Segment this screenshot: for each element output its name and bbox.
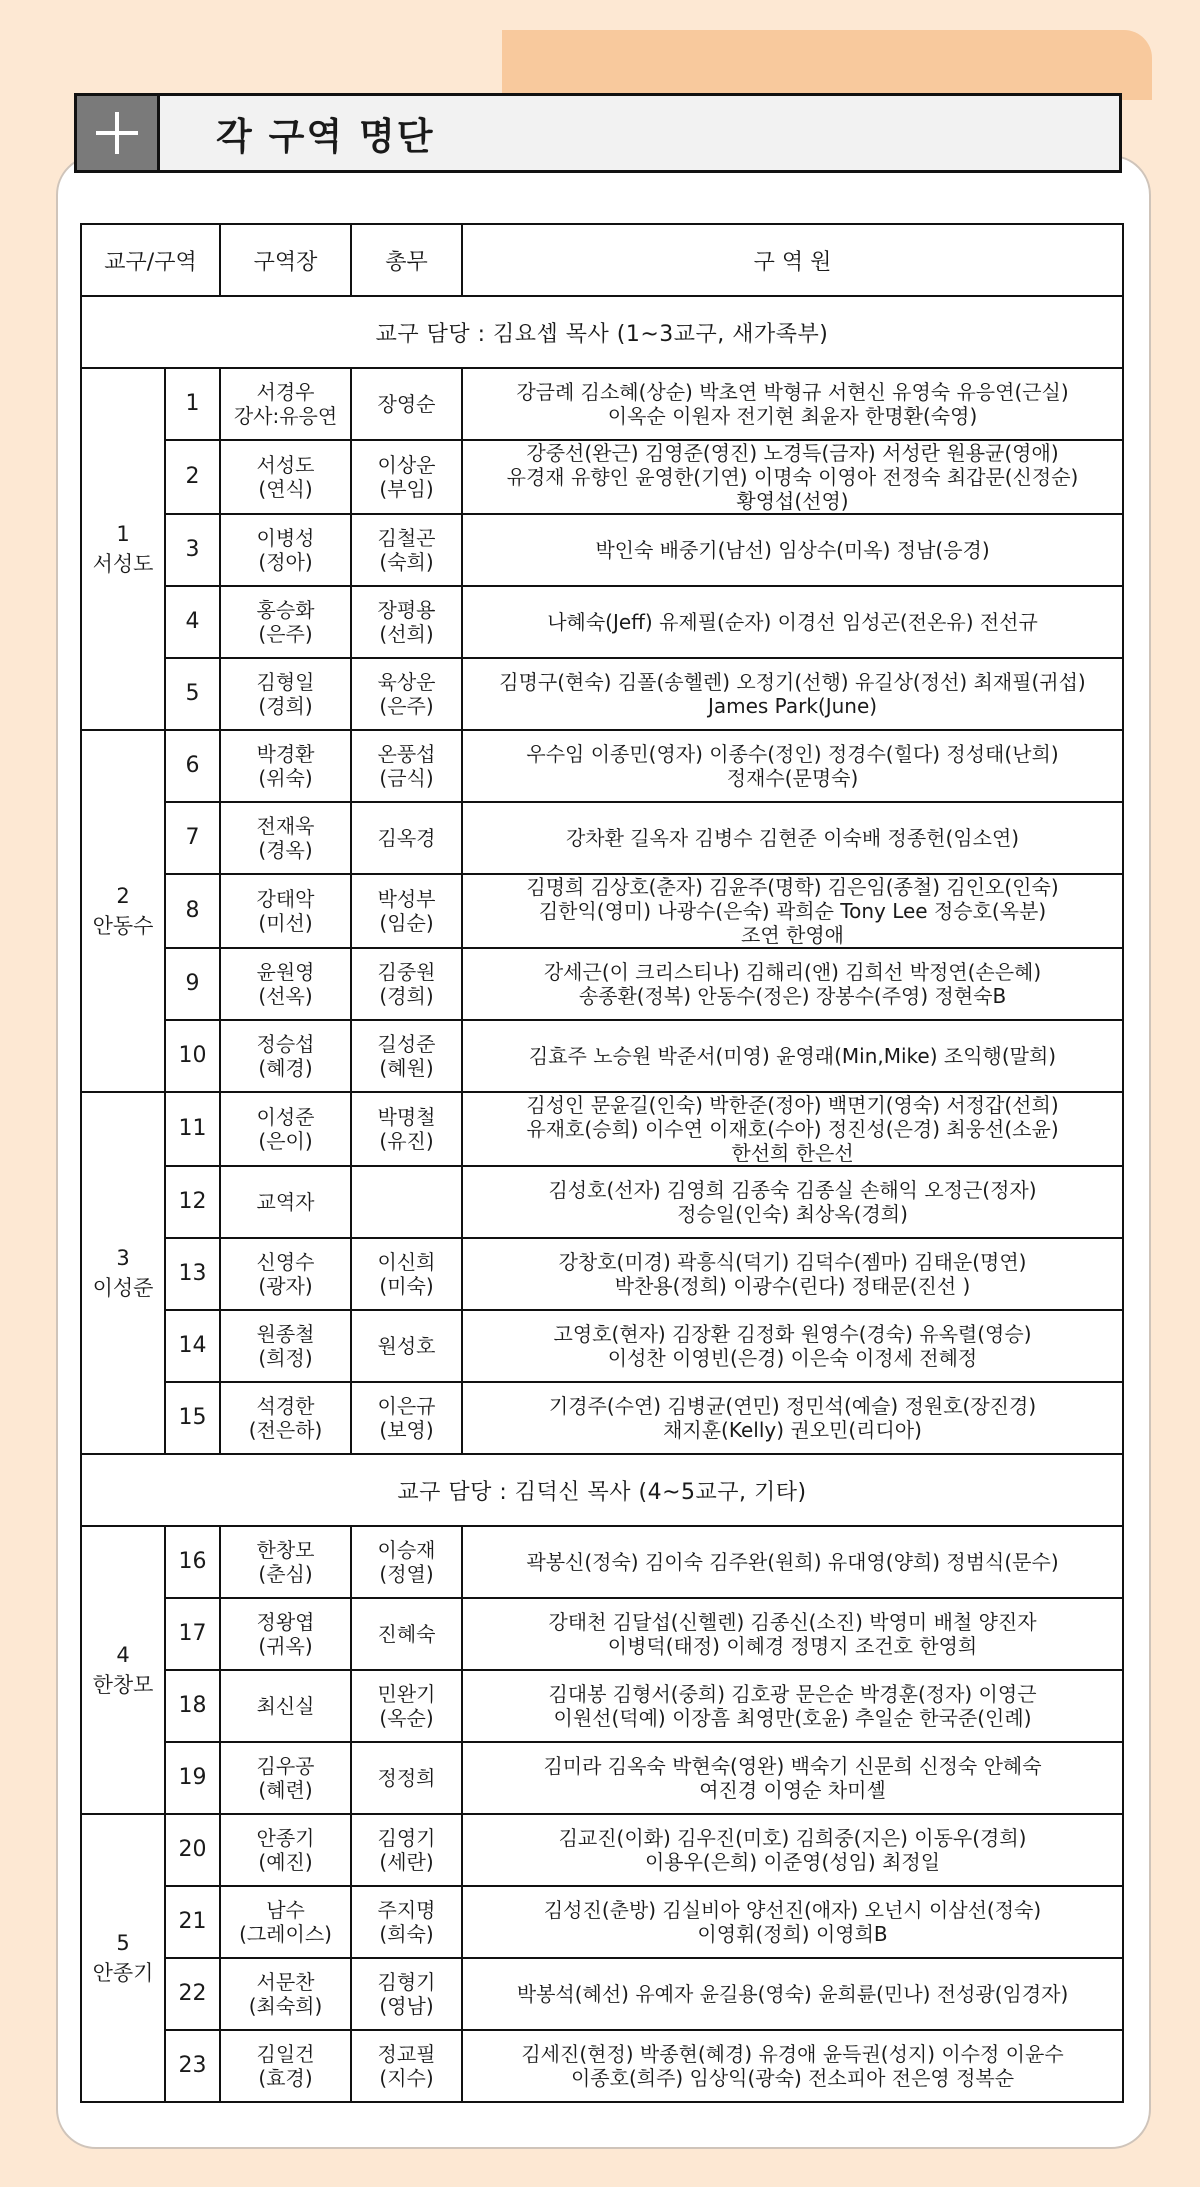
- zone-secretary: [351, 874, 462, 948]
- zone-secretary: [351, 440, 462, 514]
- secretary-line: 이은규: [377, 1394, 436, 1418]
- zone-leader: [220, 1382, 351, 1454]
- leader-line: 서문찬: [256, 1970, 315, 1994]
- leader-line: 박경환: [256, 742, 315, 766]
- header-row: [81, 224, 1123, 296]
- header-leader: 구역장: [220, 224, 351, 296]
- members-line: 이종호(희주) 임상익(광숙) 전소피아 전은영 정복순: [570, 2066, 1015, 2090]
- leader-line: 안종기: [256, 1826, 315, 1850]
- members-line: 기경주(수연) 김병균(연민) 정민석(예슬) 정원호(장진경): [548, 1394, 1037, 1418]
- zone-members: [462, 514, 1123, 586]
- zone-leader: [220, 1814, 351, 1886]
- zone-secretary: [351, 730, 462, 802]
- members-line: 김세진(현정) 박종현(혜경) 유경애 윤득권(성지) 이수정 이윤수: [521, 2042, 1064, 2066]
- zone-leader: [220, 1166, 351, 1238]
- members-line: 곽봉신(정숙) 김이숙 김주완(원희) 유대영(양희) 정범식(문수): [526, 1550, 1059, 1574]
- members-line: 박봉석(혜선) 유예자 윤길용(영숙) 윤희륜(민나) 전성광(임경자): [516, 1982, 1069, 2006]
- secretary-line: 진혜숙: [377, 1622, 436, 1646]
- zone-number: 18: [165, 1670, 220, 1742]
- zone-leader: [220, 1238, 351, 1310]
- leader-line: 윤원영: [256, 960, 315, 984]
- zone-number: 7: [165, 802, 220, 874]
- zone-leader: [220, 1742, 351, 1814]
- zone-row: [81, 802, 1123, 874]
- leader-line: (혜경): [258, 1056, 313, 1080]
- district-number: 4: [116, 1643, 130, 1667]
- pastor-label: 교구 담당 : 김요셉 목사 (1~3교구, 새가족부): [81, 296, 1123, 368]
- zone-secretary: [351, 658, 462, 730]
- zone-number: 2: [165, 440, 220, 514]
- header-members: 구 역 원: [462, 224, 1123, 296]
- zone-row: [81, 1958, 1123, 2030]
- secretary-line: 장평용: [377, 598, 436, 622]
- decorative-tab: [502, 30, 1152, 100]
- secretary-line: (보영): [379, 1418, 434, 1442]
- members-line: 김성인 문윤길(인숙) 박한준(정아) 백면기(영숙) 서정갑(선희): [526, 1093, 1059, 1117]
- members-line: 고영호(현자) 김장환 김정화 원영수(경숙) 유옥렬(영승): [553, 1322, 1032, 1346]
- secretary-line: (영남): [379, 1994, 434, 2018]
- zone-secretary: [351, 1020, 462, 1092]
- zone-leader: [220, 730, 351, 802]
- leader-line: 석경한: [256, 1394, 315, 1418]
- secretary-line: (옥순): [379, 1706, 434, 1730]
- zone-members: [462, 658, 1123, 730]
- members-line: 채지훈(Kelly) 권오민(리디아): [663, 1418, 922, 1442]
- zone-row: [81, 1310, 1123, 1382]
- leader-line: 한창모: [256, 1538, 315, 1562]
- page-title: 각 구역 명단: [216, 115, 435, 158]
- members-line: 박찬용(정희) 이광수(린다) 정태문(진선 ): [614, 1274, 971, 1298]
- zone-leader: [220, 1886, 351, 1958]
- leader-line: (그레이스): [239, 1922, 332, 1946]
- leader-line: (선옥): [258, 984, 313, 1008]
- district-name: 안종기: [92, 1961, 154, 1985]
- zone-secretary: [351, 586, 462, 658]
- zone-row: [81, 730, 1123, 802]
- zone-secretary: [351, 1310, 462, 1382]
- zone-secretary: [351, 948, 462, 1020]
- members-line: 강금례 김소혜(상순) 박초연 박형규 서현신 유영숙 유응연(근실): [516, 380, 1069, 404]
- zone-row: [81, 1886, 1123, 1958]
- leader-line: 전재욱: [256, 814, 315, 838]
- zone-row: [81, 1020, 1123, 1092]
- zone-row: [81, 874, 1123, 948]
- zone-secretary: [351, 1092, 462, 1166]
- zone-secretary: [351, 1814, 462, 1886]
- zone-leader: [220, 1526, 351, 1598]
- secretary-line: 민완기: [377, 1682, 436, 1706]
- zone-number: 8: [165, 874, 220, 948]
- leader-line: (예진): [258, 1850, 313, 1874]
- zone-members: [462, 1166, 1123, 1238]
- zone-secretary: [351, 368, 462, 440]
- leader-line: (은주): [258, 622, 313, 646]
- zone-members: [462, 1382, 1123, 1454]
- secretary-line: 김중원: [377, 960, 436, 984]
- secretary-line: (지수): [379, 2066, 434, 2090]
- zone-row: [81, 1238, 1123, 1310]
- zone-secretary: [351, 1670, 462, 1742]
- zone-row: [81, 1166, 1123, 1238]
- zone-leader: [220, 440, 351, 514]
- zone-number: 15: [165, 1382, 220, 1454]
- title-bar: [74, 93, 1122, 173]
- pastor-label: 교구 담당 : 김덕신 목사 (4~5교구, 기타): [81, 1454, 1123, 1526]
- district-number: 5: [116, 1931, 130, 1955]
- leader-line: 원종철: [256, 1322, 315, 1346]
- zone-secretary: [351, 1886, 462, 1958]
- zone-leader: [220, 368, 351, 440]
- secretary-line: 정교필: [377, 2042, 436, 2066]
- pastor-row: [81, 296, 1123, 368]
- members-line: 김성진(춘방) 김실비아 양선진(애자) 오넌시 이삼선(정숙): [543, 1898, 1042, 1922]
- secretary-line: (세란): [379, 1850, 434, 1874]
- district-cell: [81, 1092, 165, 1454]
- leader-line: 남수: [266, 1898, 305, 1922]
- members-line: 김한익(영미) 나광수(은숙) 곽희순 Tony Lee 정승호(옥분): [538, 899, 1047, 923]
- members-line: 이원선(덕예) 이장흠 최영만(호윤) 추일순 한국준(인례): [553, 1706, 1032, 1730]
- zone-secretary: [351, 802, 462, 874]
- zone-secretary: [351, 2030, 462, 2102]
- secretary-line: 육상운: [377, 670, 436, 694]
- leader-line: 서성도: [256, 453, 315, 477]
- zone-number: 10: [165, 1020, 220, 1092]
- secretary-line: 이상운: [377, 453, 436, 477]
- leader-line: (경희): [258, 694, 313, 718]
- members-line: 송종환(정복) 안동수(정은) 장봉수(주영) 정현숙B: [578, 984, 1007, 1008]
- leader-line: (정아): [258, 550, 313, 574]
- leader-line: (미선): [258, 911, 313, 935]
- district-number: 3: [116, 1246, 130, 1270]
- district-cell: [81, 1814, 165, 2102]
- zone-secretary: [351, 1166, 462, 1238]
- zone-leader: [220, 1310, 351, 1382]
- leader-line: 김우공: [256, 1754, 315, 1778]
- zone-members: [462, 1092, 1123, 1166]
- leader-line: 강사:유응연: [233, 404, 338, 428]
- zone-secretary: [351, 1238, 462, 1310]
- members-line: 유경재 유향인 윤영한(기연) 이명숙 이영아 전정숙 최갑문(신정순): [506, 465, 1079, 489]
- members-line: 박인숙 배중기(남선) 임상수(미옥) 정남(응경): [595, 538, 990, 562]
- members-line: 이옥순 이원자 전기현 최윤자 한명환(숙영): [607, 404, 978, 428]
- zone-leader: [220, 1598, 351, 1670]
- leader-line: 홍승화: [256, 598, 315, 622]
- zone-secretary: [351, 1382, 462, 1454]
- secretary-line: (유진): [379, 1129, 434, 1153]
- header-secretary: 총무: [351, 224, 462, 296]
- zone-number: 3: [165, 514, 220, 586]
- leader-line: (광자): [258, 1274, 313, 1298]
- zone-secretary: [351, 1742, 462, 1814]
- zone-row: [81, 658, 1123, 730]
- zone-number: 6: [165, 730, 220, 802]
- zone-members: [462, 2030, 1123, 2102]
- zone-row: [81, 368, 1123, 440]
- zone-row: [81, 1092, 1123, 1166]
- members-line: 강차환 길옥자 김병수 김현준 이숙배 정종헌(임소연): [565, 826, 1020, 850]
- members-line: 여진경 이영순 차미셸: [699, 1778, 886, 1802]
- leader-line: 이성준: [256, 1105, 315, 1129]
- members-line: 우수임 이종민(영자) 이종수(정인) 정경수(힐다) 정성태(난희): [526, 742, 1059, 766]
- district-number: 2: [116, 884, 130, 908]
- members-line: 나혜숙(Jeff) 유제필(순자) 이경선 임성곤(전온유) 전선규: [547, 610, 1038, 634]
- zone-number: 22: [165, 1958, 220, 2030]
- leader-line: 신영수: [256, 1250, 315, 1274]
- zone-members: [462, 802, 1123, 874]
- members-line: 한선희 한은선: [731, 1141, 854, 1165]
- members-line: 김미라 김옥숙 박현숙(영완) 백숙기 신문희 신정숙 안혜숙: [543, 1754, 1042, 1778]
- members-line: 강세근(이 크리스티나) 김해리(앤) 김희선 박정연(손은혜): [543, 960, 1042, 984]
- secretary-line: 이신희: [377, 1250, 436, 1274]
- leader-line: (은이): [258, 1129, 313, 1153]
- zone-row: [81, 948, 1123, 1020]
- zone-leader: [220, 1958, 351, 2030]
- leader-line: (혜련): [258, 1778, 313, 1802]
- members-line: 이영휘(정희) 이영희B: [697, 1922, 888, 1946]
- secretary-line: 원성호: [377, 1334, 436, 1358]
- leader-line: 강태악: [256, 887, 315, 911]
- zone-members: [462, 730, 1123, 802]
- zone-number: 13: [165, 1238, 220, 1310]
- zone-members: [462, 874, 1123, 948]
- secretary-line: (은주): [379, 694, 434, 718]
- secretary-line: 이승재: [377, 1538, 436, 1562]
- zone-leader: [220, 514, 351, 586]
- zone-members: [462, 1310, 1123, 1382]
- roster-table: [80, 223, 1124, 2103]
- zone-number: 1: [165, 368, 220, 440]
- district-cell: [81, 1526, 165, 1814]
- zone-secretary: [351, 1598, 462, 1670]
- roster-body: [81, 296, 1123, 2102]
- secretary-line: (혜원): [379, 1056, 434, 1080]
- leader-line: (위숙): [258, 766, 313, 790]
- plus-icon: [77, 96, 160, 170]
- leader-line: (귀옥): [258, 1634, 313, 1658]
- members-line: James Park(June): [707, 694, 878, 718]
- zone-row: [81, 1670, 1123, 1742]
- leader-line: 정승섭: [256, 1032, 315, 1056]
- secretary-line: (경희): [379, 984, 434, 1008]
- leader-line: 김일건: [256, 2042, 315, 2066]
- secretary-line: 주지명: [377, 1898, 436, 1922]
- members-line: 정재수(문명숙): [726, 766, 859, 790]
- leader-line: 김형일: [256, 670, 315, 694]
- zone-number: 23: [165, 2030, 220, 2102]
- secretary-line: 온풍섭: [377, 742, 436, 766]
- zone-row: [81, 440, 1123, 514]
- district-cell: [81, 730, 165, 1092]
- members-line: 이용우(은희) 이준영(성임) 최정일: [644, 1850, 941, 1874]
- secretary-line: 박명철: [377, 1105, 436, 1129]
- zone-row: [81, 2030, 1123, 2102]
- zone-members: [462, 1670, 1123, 1742]
- district-name: 서성도: [92, 552, 154, 576]
- zone-number: 5: [165, 658, 220, 730]
- zone-leader: [220, 2030, 351, 2102]
- members-line: 김성호(선자) 김영희 김종숙 김종실 손해익 오정근(정자): [548, 1178, 1037, 1202]
- secretary-line: (미숙): [379, 1274, 434, 1298]
- zone-row: [81, 514, 1123, 586]
- members-line: 황영섭(선영): [736, 489, 849, 513]
- members-line: 조연 한영애: [741, 923, 844, 947]
- zone-leader: [220, 658, 351, 730]
- zone-number: 12: [165, 1166, 220, 1238]
- zone-leader: [220, 874, 351, 948]
- members-line: 김교진(이화) 김우진(미호) 김희중(지은) 이동우(경희): [558, 1826, 1027, 1850]
- zone-members: [462, 1886, 1123, 1958]
- leader-line: 이병성: [256, 526, 315, 550]
- district-name: 이성준: [92, 1276, 154, 1300]
- zone-members: [462, 1742, 1123, 1814]
- zone-leader: [220, 1670, 351, 1742]
- members-line: 강태천 김달섭(신헬렌) 김종신(소진) 박영미 배철 양진자: [548, 1610, 1037, 1634]
- pastor-row: [81, 1454, 1123, 1526]
- zone-leader: [220, 802, 351, 874]
- secretary-line: 김형기: [377, 1970, 436, 1994]
- zone-members: [462, 1814, 1123, 1886]
- zone-number: 16: [165, 1526, 220, 1598]
- zone-members: [462, 1238, 1123, 1310]
- zone-number: 19: [165, 1742, 220, 1814]
- secretary-line: (금식): [379, 766, 434, 790]
- leader-line: 교역자: [256, 1190, 315, 1214]
- zone-number: 9: [165, 948, 220, 1020]
- secretary-line: 김영기: [377, 1826, 436, 1850]
- leader-line: (희정): [258, 1346, 313, 1370]
- zone-row: [81, 1526, 1123, 1598]
- leader-line: (전은하): [248, 1418, 323, 1442]
- zone-row: [81, 1742, 1123, 1814]
- members-line: 김대봉 김형서(중희) 김호광 문은순 박경훈(정자) 이영근: [548, 1682, 1037, 1706]
- zone-members: [462, 368, 1123, 440]
- header-district: 교구/구역: [81, 224, 220, 296]
- members-line: 강중선(완근) 김영준(영진) 노경득(금자) 서성란 원용균(영애): [526, 441, 1059, 465]
- members-line: 강창호(미경) 곽흥식(덕기) 김덕수(젬마) 김태운(명연): [558, 1250, 1027, 1274]
- zone-secretary: [351, 514, 462, 586]
- secretary-line: (임순): [379, 911, 434, 935]
- zone-members: [462, 1958, 1123, 2030]
- zone-leader: [220, 1092, 351, 1166]
- leader-line: (최숙희): [248, 1994, 323, 2018]
- zone-row: [81, 586, 1123, 658]
- zone-row: [81, 1382, 1123, 1454]
- zone-number: 21: [165, 1886, 220, 1958]
- zone-members: [462, 440, 1123, 514]
- members-line: 김효주 노승원 박준서(미영) 윤영래(Min,Mike) 조익행(말희): [528, 1044, 1057, 1068]
- zone-row: [81, 1814, 1123, 1886]
- zone-members: [462, 1020, 1123, 1092]
- members-line: 유재호(승희) 이수연 이재호(수아) 정진성(은경) 최웅선(소윤): [526, 1117, 1059, 1141]
- secretary-line: 정정희: [377, 1766, 436, 1790]
- zone-number: 4: [165, 586, 220, 658]
- zone-number: 17: [165, 1598, 220, 1670]
- zone-number: 20: [165, 1814, 220, 1886]
- zone-members: [462, 1598, 1123, 1670]
- leader-line: (경옥): [258, 838, 313, 862]
- members-line: 이성찬 이영빈(은경) 이은숙 이정세 전혜정: [607, 1346, 978, 1370]
- leader-line: 정왕엽: [256, 1610, 315, 1634]
- zone-leader: [220, 948, 351, 1020]
- leader-line: 서경우: [256, 380, 315, 404]
- secretary-line: (부임): [379, 477, 434, 501]
- secretary-line: 박성부: [377, 887, 436, 911]
- district-number: 1: [116, 522, 130, 546]
- zone-number: 14: [165, 1310, 220, 1382]
- zone-row: [81, 1598, 1123, 1670]
- secretary-line: (정열): [379, 1562, 434, 1586]
- zone-members: [462, 1526, 1123, 1598]
- district-cell: [81, 368, 165, 730]
- leader-line: (효경): [258, 2066, 313, 2090]
- zone-leader: [220, 1020, 351, 1092]
- secretary-line: 김옥경: [377, 826, 436, 850]
- members-line: 김명희 김상호(춘자) 김윤주(명학) 김은임(종철) 김인오(인숙): [526, 875, 1059, 899]
- members-line: 김명구(현숙) 김폴(송헬렌) 오정기(선행) 유길상(정선) 최재필(귀섭): [499, 670, 1086, 694]
- secretary-line: 길성준: [377, 1032, 436, 1056]
- leader-line: (연식): [258, 477, 313, 501]
- zone-secretary: [351, 1526, 462, 1598]
- district-name: 안동수: [92, 914, 154, 938]
- secretary-line: (희숙): [379, 1922, 434, 1946]
- zone-members: [462, 586, 1123, 658]
- secretary-line: 장영순: [377, 392, 436, 416]
- secretary-line: 김철곤: [377, 526, 436, 550]
- leader-line: (춘심): [258, 1562, 313, 1586]
- members-line: 정승일(인숙) 최상옥(경희): [677, 1202, 908, 1226]
- zone-members: [462, 948, 1123, 1020]
- secretary-line: (선희): [379, 622, 434, 646]
- leader-line: 최신실: [256, 1694, 315, 1718]
- zone-number: 11: [165, 1092, 220, 1166]
- zone-secretary: [351, 1958, 462, 2030]
- zone-leader: [220, 586, 351, 658]
- secretary-line: (숙희): [379, 550, 434, 574]
- members-line: 이병덕(태정) 이혜경 정명지 조건호 한영희: [607, 1634, 978, 1658]
- district-name: 한창모: [92, 1673, 154, 1697]
